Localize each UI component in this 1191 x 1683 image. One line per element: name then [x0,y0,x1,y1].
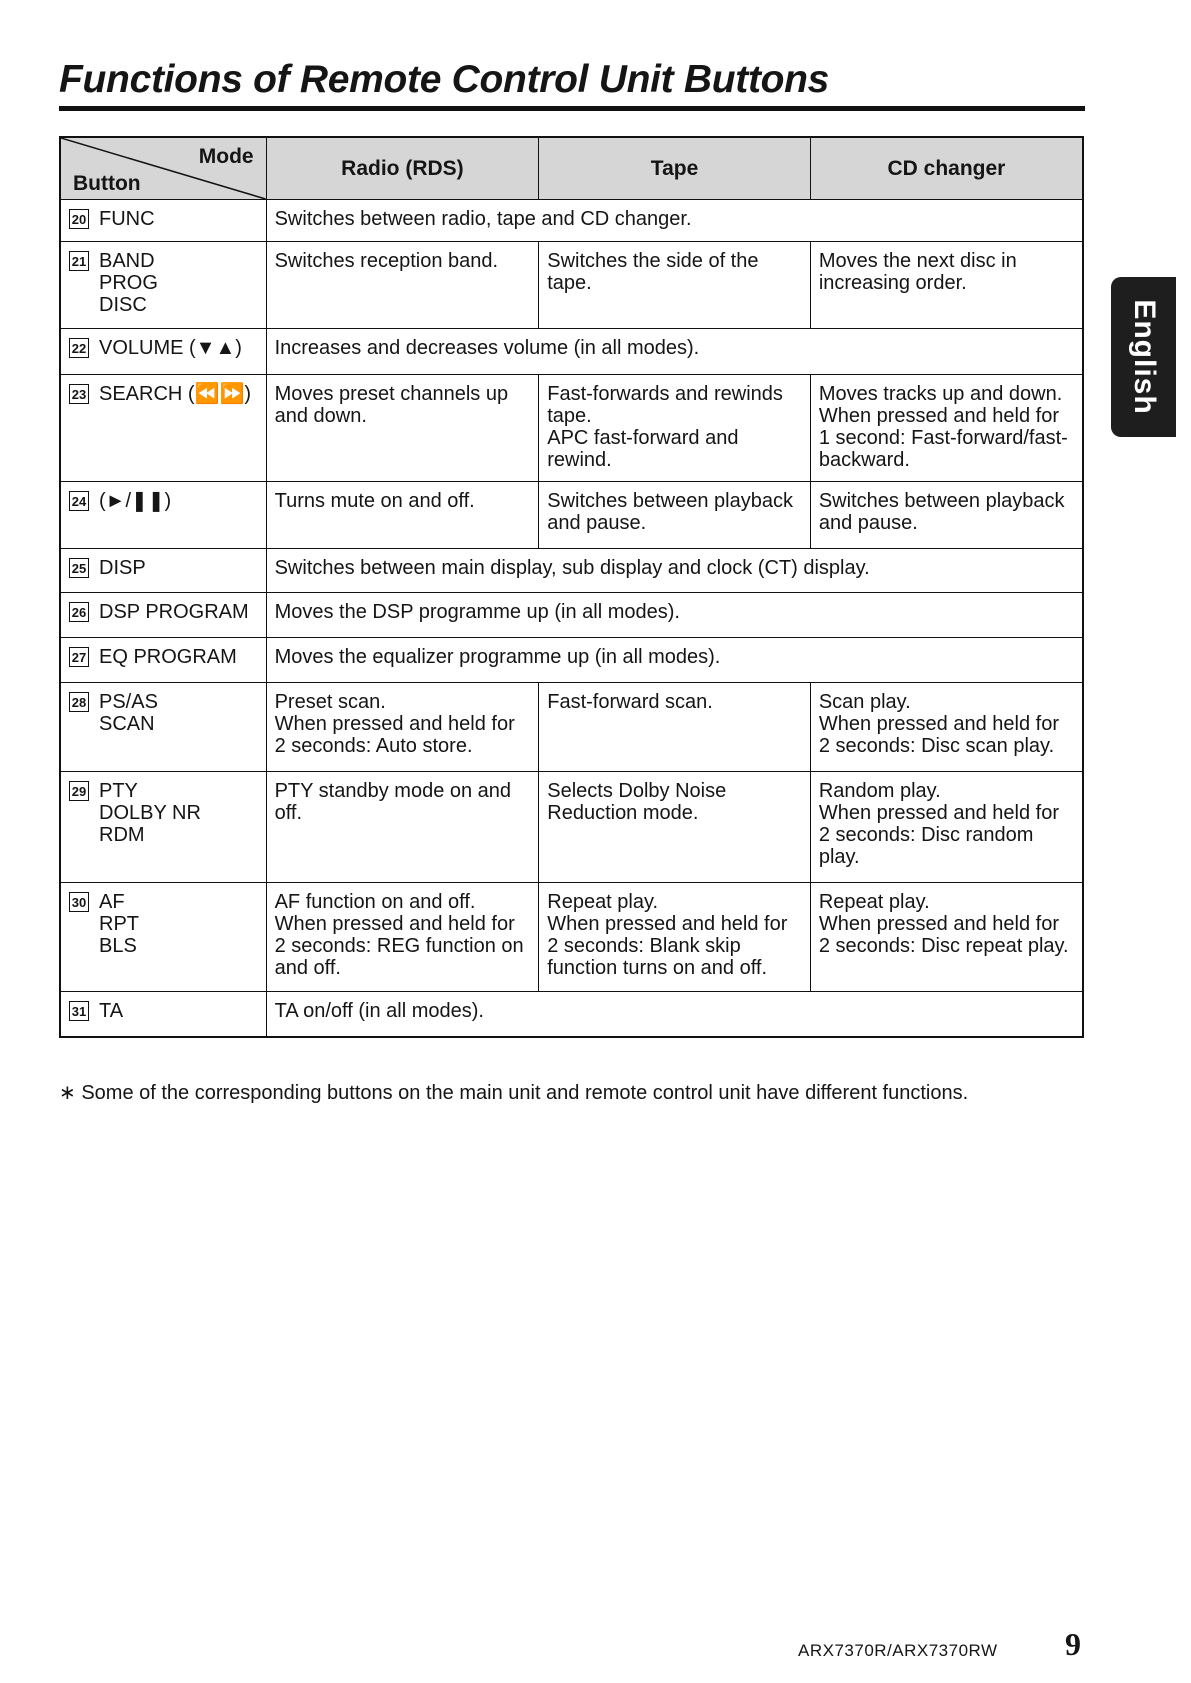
tape-cell: Switches the side of the tape. [539,242,811,329]
button-name: PS/AS [99,691,158,713]
button-cell [60,200,266,242]
radio-cell: Moves preset channels up and down. [266,375,539,482]
page-title: Functions of Remote Control Unit Buttons [59,58,830,101]
radio-text: AF function on and off. [274,891,476,913]
cd-text: Random play. [818,780,941,802]
table-row [60,883,1083,992]
cd-cell [810,683,1083,772]
cd-text-2: When pressed and held for 2 seconds: Disc repeat play. [818,913,1069,957]
button-number: 26 [69,602,89,622]
cd-text-2: When pressed and held for 2 seconds: Disc random play. [818,802,1059,868]
button-cell [60,638,266,683]
cd-text-2: When pressed and held for 2 seconds: Disc scan play. [818,713,1059,757]
table-row [60,992,1083,1037]
button-cell [60,883,266,992]
tape-cell: Switches between playback and pause. [539,482,811,549]
all-modes-cell: Switches between radio, tape and CD changer. [266,200,1083,242]
button-number: 25 [69,558,89,578]
button-number: 30 [69,892,89,912]
tape-text-2: When pressed and held for 2 seconds: Blank skip function turns on and off. [547,913,788,979]
button-name: VOLUME (▼▲) [99,337,242,359]
cd-cell [810,375,1083,482]
title-rule [59,106,1085,111]
table-row [60,683,1083,772]
functions-table [59,136,1084,1038]
button-number: 28 [69,692,89,712]
table-row [60,375,1083,482]
button-name: DISC [99,294,147,316]
button-cell [60,329,266,375]
table-row [60,200,1083,242]
tape-cell [539,375,811,482]
mode-label: Mode [198,145,254,168]
tape-text-2: APC fast-forward and rewind. [547,427,739,471]
tape-cell [539,883,811,992]
cd-cell [810,772,1083,883]
cd-cell: Moves the next disc in increasing order. [810,242,1083,329]
button-cell [60,992,266,1037]
button-number: 29 [69,781,89,801]
button-name: BAND [99,250,155,272]
header-row [60,137,1083,200]
button-name: SEARCH (⏪⏩) [99,383,252,405]
button-number: 23 [69,384,89,404]
button-cell [60,482,266,549]
tape-cell: Fast-forward scan. [539,683,811,772]
tape-cell: Selects Dolby Noise Reduction mode. [539,772,811,883]
button-number: 24 [69,491,89,511]
cd-text: Moves tracks up and down. [818,383,1063,405]
footnote: ∗ Some of the corresponding buttons on the main unit and remote control unit have different functions. [59,1082,969,1104]
all-modes-cell: Moves the equalizer programme up (in all modes). [266,638,1083,683]
button-cell [60,772,266,883]
button-cell [60,683,266,772]
radio-text-2: When pressed and held for 2 seconds: Auto store. [274,713,515,757]
all-modes-cell: TA on/off (in all modes). [266,992,1083,1037]
table-row [60,772,1083,883]
button-name: RPT [99,913,139,935]
button-name: FUNC [99,208,155,230]
radio-text-2: When pressed and held for 2 seconds: REG function on and off. [274,913,524,979]
button-name: PROG [99,272,158,294]
button-number: 22 [69,338,89,358]
button-name: SCAN [99,713,155,735]
cd-cell: Switches between playback and pause. [810,482,1083,549]
radio-cell: PTY standby mode on and off. [266,772,539,883]
radio-cell [266,683,539,772]
radio-cell [266,883,539,992]
radio-cell: Turns mute on and off. [266,482,539,549]
table-row [60,242,1083,329]
cd-text: Repeat play. [818,891,930,913]
corner-header [60,137,266,200]
button-name: TA [99,1000,124,1022]
button-name: DOLBY NR [99,802,201,824]
button-name: AF [99,891,125,913]
header-tape: Tape [539,137,811,200]
button-number: 31 [69,1001,89,1021]
button-label: Button [73,172,141,195]
radio-text: Preset scan. [274,691,386,713]
all-modes-cell: Increases and decreases volume (in all modes). [266,329,1083,375]
radio-cell: Switches reception band. [266,242,539,329]
table-row [60,549,1083,593]
button-name: BLS [99,935,137,957]
button-number: 20 [69,209,89,229]
model-number: ARX7370R/ARX7370RW [798,1641,998,1660]
button-cell [60,593,266,638]
button-name: RDM [99,824,145,846]
language-tab-label: English [1127,299,1161,415]
button-name: EQ PROGRAM [99,646,237,668]
all-modes-cell: Moves the DSP programme up (in all modes). [266,593,1083,638]
button-number: 21 [69,251,89,271]
all-modes-cell: Switches between main display, sub display and clock (CT) display. [266,549,1083,593]
tape-text: Repeat play. [547,891,659,913]
button-cell [60,375,266,482]
button-name: (►/❚❚) [99,490,172,512]
header-radio: Radio (RDS) [266,137,539,200]
cd-text-2: When pressed and held for 1 second: Fast-forward/fast-backward. [818,405,1068,471]
table-row [60,638,1083,683]
language-tab [1111,277,1176,437]
button-name: DISP [99,557,146,579]
page-number: 9 [1065,1626,1081,1662]
cd-text: Scan play. [818,691,911,713]
table-row [60,593,1083,638]
button-cell [60,549,266,593]
button-name: DSP PROGRAM [99,601,249,623]
table-row [60,329,1083,375]
button-name: PTY [99,780,138,802]
button-cell [60,242,266,329]
tape-text: Fast-forwards and rewinds tape. [547,383,783,427]
cd-cell [810,883,1083,992]
button-number: 27 [69,647,89,667]
table-row [60,482,1083,549]
header-cd: CD changer [810,137,1083,200]
